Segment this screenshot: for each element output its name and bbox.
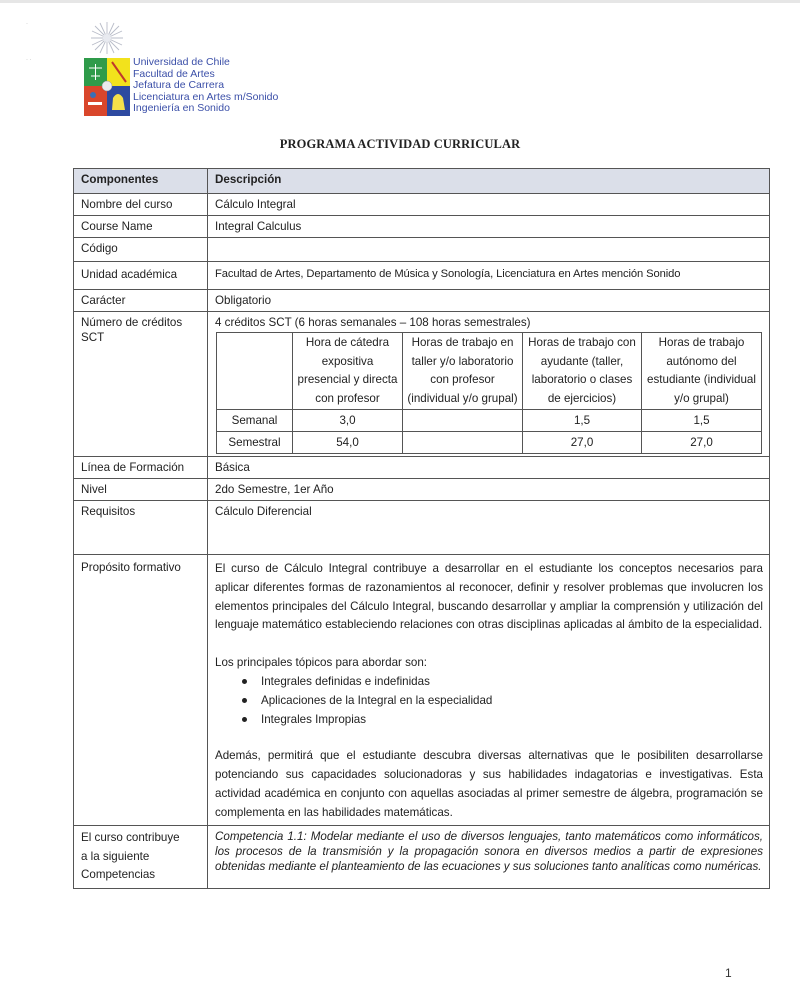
page-number: 1 [725,966,732,980]
page-top-edge [0,0,800,3]
table-row-creditos [74,312,770,457]
hours-row-semanal [217,410,762,432]
hours-cell: 1,5 [523,410,642,432]
table-header-row [74,169,770,194]
hours-col-catedra: Hora de cátedra expositiva presencial y directa con profesor [293,333,403,410]
hours-row-label: Semanal [217,410,293,432]
row-label: Código [74,238,208,262]
hours-col-empty [217,333,293,410]
hours-cell [403,432,523,454]
hours-cell: 1,5 [642,410,762,432]
institution-line: Ingeniería en Sonido [133,102,230,115]
row-label: El curso contribuye a la siguiente Competencias [74,826,208,889]
creditos-summary: 4 créditos SCT (6 horas semanales – 108 horas semestrales) [215,316,531,329]
institution-block [133,57,278,115]
document-title: PROGRAMA ACTIVIDAD CURRICULAR [279,137,521,151]
row-value: Cálculo Diferencial [208,501,770,555]
proposito-paragraph-1: El curso de Cálculo Integral contribuye a desarrollar en el estudiante los conceptos necesarios para aplicar diferentes formas de razonamientos al reconocer, definir y resolver problemas que involucren los elementos principales del Cálculo Integral, buscando desarrollar y ampliar la comprensión y utilización del lenguaje matemático estableciendo relaciones con otras disciplinas aplicadas al ámbito de la especialidad. [215,562,763,632]
row-value: 2do Semestre, 1er Año [208,479,770,501]
table-row [74,479,770,501]
hours-header-row [217,333,762,410]
row-label: Unidad académica [74,262,208,290]
row-value [208,238,770,262]
hours-cell: 3,0 [293,410,403,432]
row-label: Requisitos [74,501,208,555]
hours-col-taller: Horas de trabajo en taller y/o laboratorio con profesor (individual y/o grupal) [403,333,523,410]
curriculum-table [73,168,770,889]
institution-line: Jefatura de Carrera [133,79,225,92]
university-crest-logo [82,18,132,118]
competencia-text: Competencia 1.1: Modelar mediante el uso de diversos lenguajes, tanto matemáticos como informáticos, los procesos de la transmisión y la propagación sonora en diversos medios a partir de expresiones obtenidas mediante el planteamiento de las ecuaciones y sus soluciones tanto analíticas como numéricas. [208,826,770,889]
table-row [74,457,770,479]
hours-col-autonomo: Horas de trabajo autónomo del estudiante (individual y/o grupal) [642,333,762,410]
topic-item: Integrales Impropias [241,710,763,729]
hours-cell: 27,0 [523,432,642,454]
row-value [208,555,770,826]
row-value: Obligatorio [208,290,770,312]
table-row-competencias [74,826,770,889]
row-label: Carácter [74,290,208,312]
header-descripcion: Descripción [208,169,770,194]
table-row [74,194,770,216]
proposito-paragraph-2: Además, permitirá que el estudiante descubra diversas alternativas que le posibiliten desarrollarse potenciando sus capacidades solucionadoras y sus habilidades indagatorias e investigativas. Esta actividad académica en conjunto con aquellas asociadas al primer semestre de álgebra, programación se complementa en las habilidades matemáticas. [215,749,763,819]
row-value: Básica [208,457,770,479]
row-label: Nivel [74,479,208,501]
hours-row-label: Semestral [217,432,293,454]
row-value [208,312,770,457]
institution-line: Universidad de Chile [133,56,230,68]
row-label: Nombre del curso [74,194,208,216]
table-row [74,216,770,238]
hours-col-ayudante: Horas de trabajo con ayudante (taller, laboratorio o clases de ejercicios) [523,333,642,410]
row-label: Número de créditos SCT [74,312,208,457]
topic-item: Integrales definidas e indefinidas [241,672,763,691]
scan-specks: · · · [26,21,32,63]
table-row [74,290,770,312]
hours-row-semestral [217,432,762,454]
topics-list [215,672,763,729]
header-componentes: Componentes [74,169,208,194]
topics-intro: Los principales tópicos para abordar son: [215,656,428,670]
hours-table [216,332,762,454]
topic-item: Aplicaciones de la Integral en la especialidad [241,691,763,710]
institution-line: Facultad de Artes [133,67,215,80]
table-row [74,238,770,262]
row-value: Facultad de Artes, Departamento de Música y Sonología, Licenciatura en Artes mención Sonido [208,262,770,290]
row-label: Propósito formativo [74,555,208,826]
row-value: Integral Calculus [208,216,770,238]
table-row [74,262,770,290]
row-label: Course Name [74,216,208,238]
row-label: Línea de Formación [74,457,208,479]
hours-cell: 54,0 [293,432,403,454]
table-row [74,501,770,555]
hours-cell: 27,0 [642,432,762,454]
row-value: Cálculo Integral [208,194,770,216]
hours-cell [403,410,523,432]
institution-line: Licenciatura en Artes m/Sonido [133,90,279,103]
table-row-proposito [74,555,770,826]
